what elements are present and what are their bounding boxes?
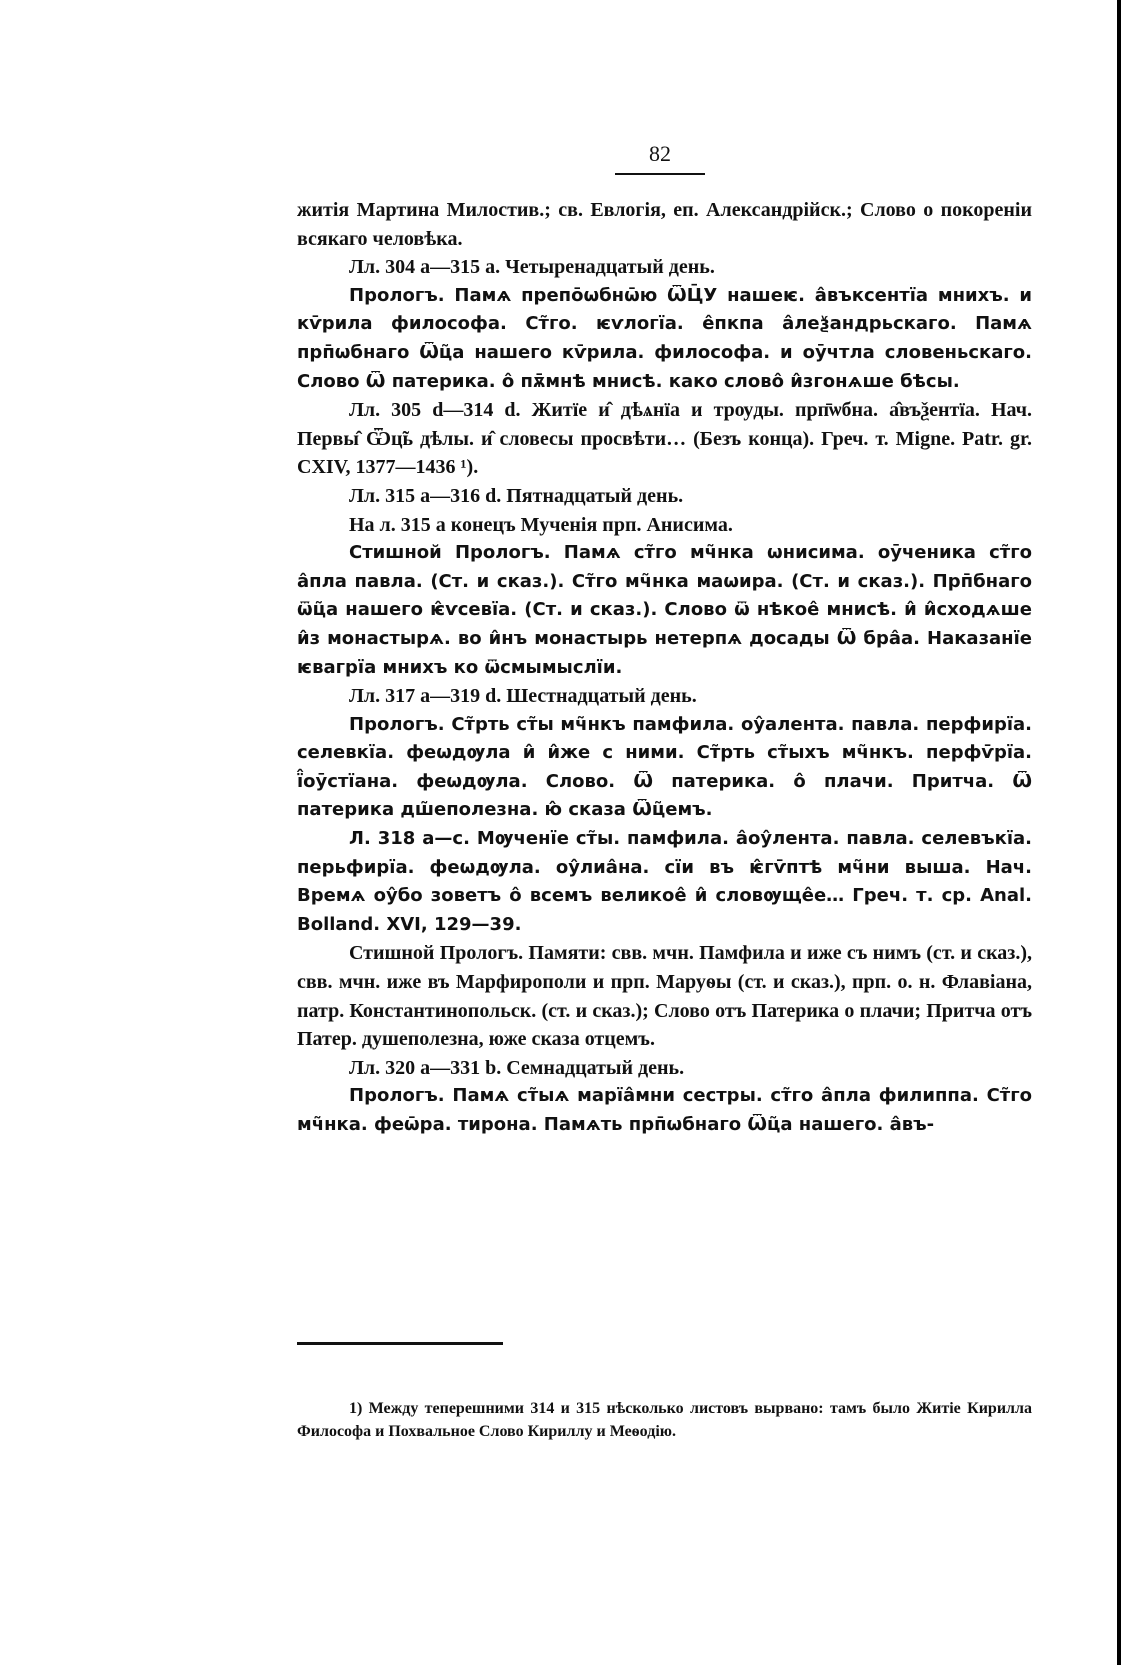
footnote-rule [297, 1342, 503, 1345]
page-body [297, 196, 1032, 1140]
paragraph: Лл. 305 d—314 d. Житїе и̂ дѣѧнїа и трѹды. прп̄ѡбна. а̂въѯентїа. Нач. Первы̂ Ѿц̃ь дѣлы. и̂ словесы просвѣти… (Безъ конца). Греч. т. Migne. Patr. gr. CXIV, 1377—1436 ¹). [297, 399, 1032, 479]
footnote [297, 1381, 1032, 1459]
paragraph: Лл. 320 а—331 b. Семнадцатый день. [349, 1056, 685, 1079]
paragraph: На л. 315 а конецъ Мученія прп. Анисима. [349, 513, 733, 536]
page-edge-line [1117, 0, 1121, 1665]
paragraph: Лл. 304 а—315 а. Четыренадцатый день. [349, 256, 715, 279]
paragraph: Стишной Прологъ. Памяти: свв. мчн. Памфила и иже съ нимъ (ст. и сказ.), свв. мчн. иже въ Марфирополи и прп. Маруѳы (ст. и сказ.), прп. о. н. Флавіана, патр. Константинопольск. (ст. и сказ.); Слово отъ Патерика о плачи; Притча отъ Патер. душеполезна, юже сказа отцемъ. [297, 942, 1032, 1051]
page-number: 82 [615, 141, 705, 175]
paragraph: Лл. 315 а—316 d. Пятнадцатый день. [349, 484, 684, 507]
paragraph: житія Мартина Милостив.; св. Евлогія, еп. Александрійск.; Слово о покореніи всякаго человѣка. [297, 199, 1032, 250]
paragraph: Прологъ. Памѧ ст̃ыѧ марїа̂мни сестры. ст̃го а̂пла филиппа. Ст̃го мч̃нка. феѡ̄ра. тирона. Памѧть прп̄ѡбнаго Ѿц̃а нашего. а̂въ- [297, 1085, 1032, 1135]
paragraph: Стишной Прологъ. Памѧ ст̃го мч̃нка ѡнисима. оӯченика ст̃го а̂пла павла. (Ст. и сказ.). Ст̃го мч̃нка маѡира. (Ст. и сказ.). Прп̄бнаго ѿц̃а нашего ѥ̂ѵсевїа. (Ст. и сказ.). Слово ѿ нѣкое̂ мнисѣ. и̂ и̂сходѧше и̂з монастырѧ. во и̂нъ монастырь нетерпѧ досады Ѿ бра̂а. Наказанїе ѥвагрїа мнихъ ко ѿсмымыслїи. [297, 542, 1032, 678]
paragraph: Л. 318 а—с. Мѹченїе ст̃ы. памфила. а̂оу̂лента. павла. селевъкїа. перьфирїа. феѡдѹла. оу̂лиа̂на. сїи въ ѥ̂гѵ̄птѣ мч̃ни выша. Нач. Времѧ оу̂бо зоветъ о̂ всемъ великое̂ и̂ словѹще̂е… Греч. т. ср. Anal. Bolland. XVI, 129—39. [297, 828, 1032, 935]
paragraph: Прологъ. Памѧ препо̄ѡбнѡ̄ю ѾЦ̄У нашеѥ. а̂въксентїа мнихъ. и кѵ̄рила философа. Ст̃го. ѥѵлогїа. е̂пкпа а̂леѯандрьскаго. Памѧ прп̄ѡбнаго Ѿц̃а нашего кѵ̄рила. философа. и оӯчтла словеньскаго. Слово Ѿ патерика. о̂ пѫ̄мнѣ мнисѣ. како слово̂ и̂згонѧше бѣсы. [297, 284, 1032, 392]
paragraph: Прологъ. Ст̃рть ст̃ы мч̃нкъ памфила. оу̂алента. павла. перфирїа. селевкїа. феѡдѹла и̂ и̂же с ними. Ст̃рть ст̃ыхъ мч̃нкъ. перфѵ̄рїа. ї̂оӯстїана. феѡдѹла. Слово. Ѿ патерика. о̂ плачи. Притча. Ѿ патерика дш̃еполезна. ю̂ сказа Ѿц̃емъ. [297, 713, 1032, 821]
paragraph: Лл. 317 а—319 d. Шестнадцатый день. [349, 685, 697, 708]
footnote-text: 1) Между теперешними 314 и 315 нѣсколько листовъ вырвано: тамъ было Житіе Кирилла Философа и Похвальное Слово Кириллу и Меѳодію. [297, 1400, 1032, 1440]
